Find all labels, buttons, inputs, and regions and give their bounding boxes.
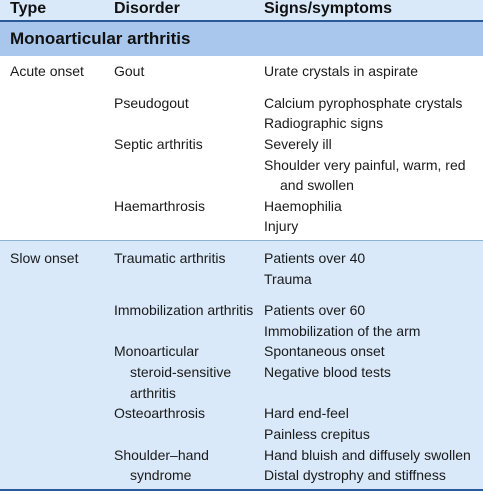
disorder-monoarticular-3: arthritis	[130, 385, 176, 401]
group-type-slow-onset: Slow onset	[10, 250, 79, 266]
group-type-acute-onset: Acute onset	[10, 63, 84, 79]
disorder-immobilization-arthritis: Immobilization arthritis	[114, 302, 254, 318]
disorder-monoarticular-1: Monoarticular	[114, 343, 199, 359]
sign-monoarticular-1: Spontaneous onset	[264, 343, 385, 359]
disorder-shoulder-hand-2: syndrome	[130, 467, 192, 483]
sign-traumatic-2: Trauma	[264, 271, 312, 287]
disorder-osteoarthrosis: Osteoarthrosis	[114, 405, 206, 421]
sign-osteoarthrosis-2: Painless crepitus	[264, 426, 370, 442]
disorder-shoulder-hand-1: Shoulder–hand	[114, 447, 209, 463]
header-disorder: Disorder	[114, 0, 180, 17]
sign-septic-2: Shoulder very painful, warm, red	[264, 157, 466, 173]
disorder-haemarthrosis: Haemarthrosis	[114, 198, 206, 214]
disorder-septic-arthritis: Septic arthritis	[114, 136, 203, 152]
sign-monoarticular-2: Negative blood tests	[264, 364, 391, 380]
sign-shoulder-hand-2: Distal dystrophy and stiffness	[264, 467, 446, 483]
table-header	[0, 0, 483, 22]
disorder-traumatic-arthritis: Traumatic arthritis	[114, 250, 226, 266]
sign-septic-1: Severely ill	[264, 136, 332, 152]
section-band	[0, 22, 483, 56]
header-signs-symptoms: Signs/symptoms	[264, 0, 393, 17]
disorder-gout: Gout	[114, 63, 145, 79]
sign-immobilization-1: Patients over 60	[264, 302, 366, 318]
sign-traumatic-1: Patients over 40	[264, 250, 366, 266]
sign-osteoarthrosis-1: Hard end-feel	[264, 405, 349, 421]
sign-pseudogout-1: Calcium pyrophosphate crystals	[264, 95, 463, 111]
disorder-monoarticular-2: steroid-sensitive	[130, 364, 232, 380]
disorder-pseudogout: Pseudogout	[114, 95, 189, 111]
sign-septic-3: and swollen	[280, 177, 354, 193]
sign-gout-1: Urate crystals in aspirate	[264, 63, 419, 79]
section-title: Monoarticular arthritis	[10, 29, 191, 48]
header-type: Type	[10, 0, 47, 17]
bottom-rule	[0, 489, 483, 491]
sign-immobilization-2: Immobilization of the arm	[264, 323, 421, 339]
sign-shoulder-hand-1: Hand bluish and diffusely swollen	[264, 447, 471, 463]
sign-pseudogout-2: Radiographic signs	[264, 115, 384, 131]
sign-haemarthrosis-2: Injury	[264, 218, 299, 234]
sign-haemarthrosis-1: Haemophilia	[264, 198, 342, 214]
